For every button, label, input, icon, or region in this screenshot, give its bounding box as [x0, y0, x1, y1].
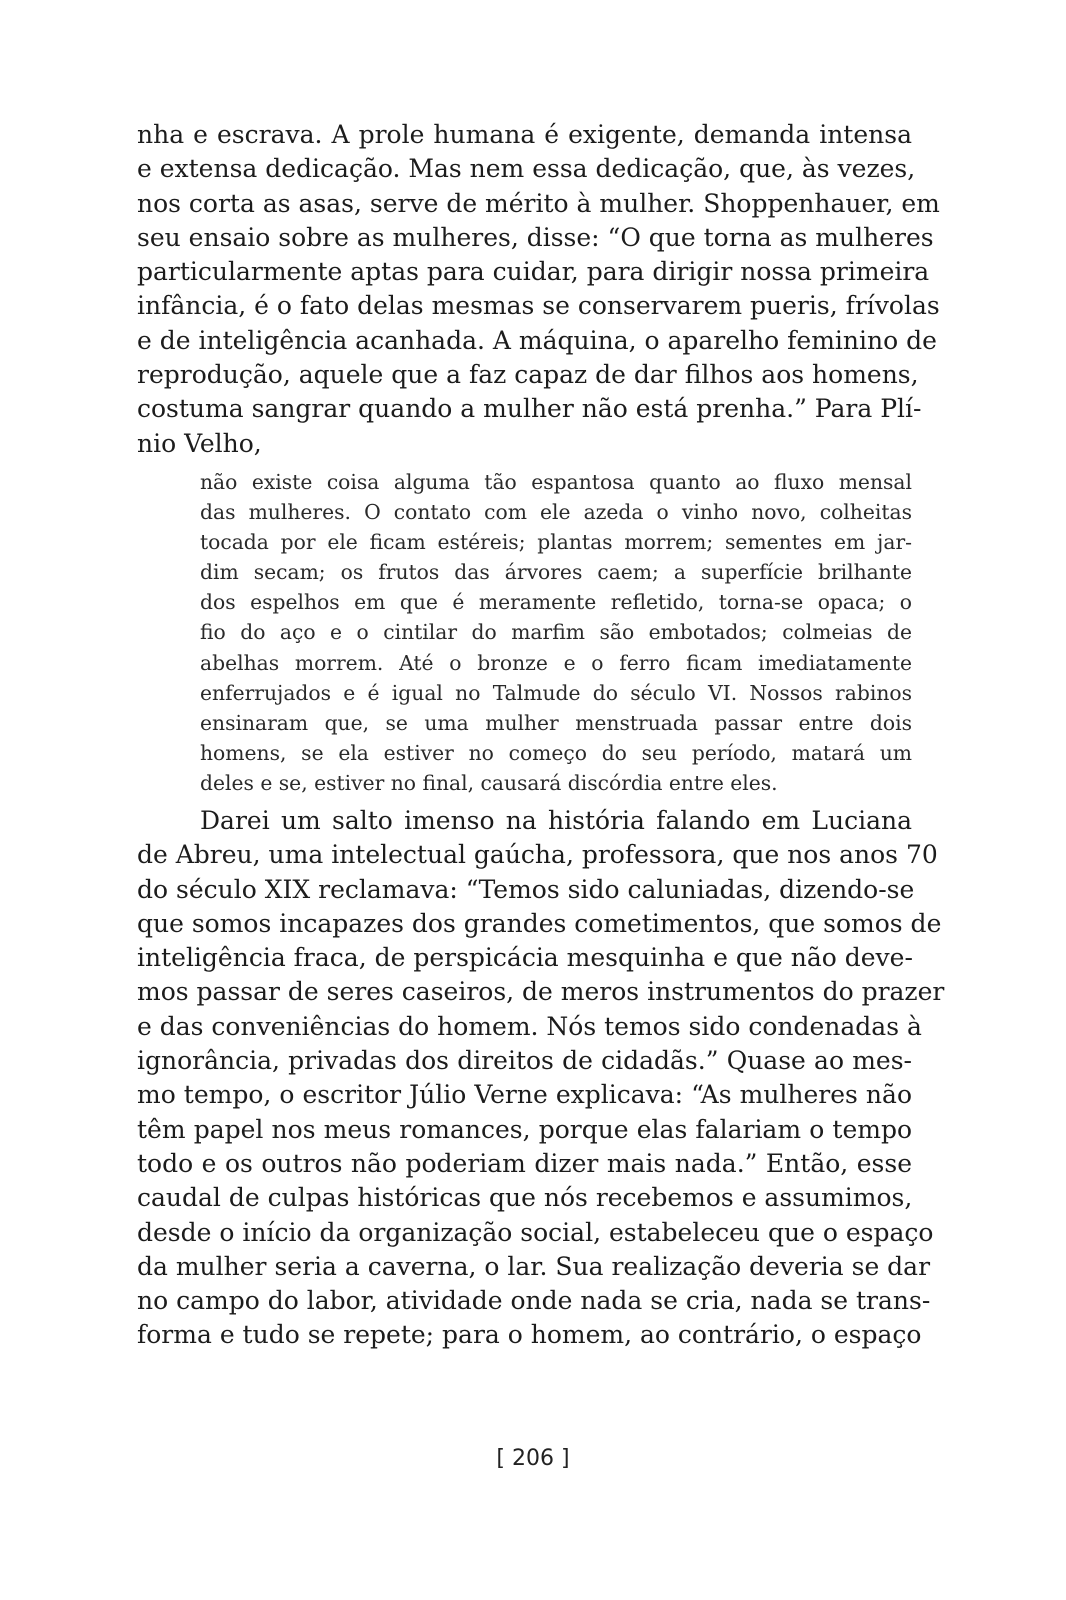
quote-line: tocada por ele ficam estéreis; plantas morrem; sementes em jar-: [200, 530, 912, 555]
paragraph-2: [137, 804, 945, 1353]
text-line: de Abreu, uma intelectual gaúcha, professora, que nos anos 70: [137, 840, 938, 870]
text-line: têm papel nos meus romances, porque elas falariam o tempo: [137, 1114, 912, 1144]
block-quote: [200, 467, 912, 798]
text-line: desde o início da organização social, estabeleceu que o espaço: [137, 1217, 934, 1247]
text-line: nha e escrava. A prole humana é exigente, demanda intensa: [137, 120, 912, 149]
quote-line: não existe coisa alguma tão espantosa quanto ao fluxo mensal: [200, 469, 912, 494]
text-line: infância, é o fato delas mesmas se conservarem pueris, frívolas: [137, 291, 940, 321]
text-line: particularmente aptas para cuidar, para dirigir nossa primeira: [137, 257, 930, 287]
text-line: inteligência fraca, de perspicácia mesquinha e que não deve-: [137, 943, 913, 973]
text-line: mos passar de seres caseiros, de meros instrumentos do prazer: [137, 977, 945, 1007]
text-line: do século XIX reclamava: “Temos sido caluniadas, dizendo-se: [137, 874, 915, 904]
text-line: caudal de culpas históricas que nós recebemos e assumimos,: [137, 1183, 913, 1213]
text-line: forma e tudo se repete; para o homem, ao contrário, o espaço: [137, 1320, 922, 1350]
text-line: costuma sangrar quando a mulher não está prenha.” Para Plí-: [137, 394, 922, 424]
quote-line: das mulheres. O contato com ele azeda o vinho novo, colheitas: [200, 500, 912, 525]
page-body: [137, 118, 945, 1353]
quote-line: dim secam; os frutos das árvores caem; a superfície brilhante: [200, 560, 912, 585]
text-line: nio Velho,: [137, 428, 262, 458]
quote-line: abelhas morrem. Até o bronze e o ferro ficam imediatamente: [200, 650, 912, 675]
quote-line: fio do aço e o cintilar do marfim são embotados; colmeias de: [200, 620, 912, 645]
text-line: mo tempo, o escritor Júlio Verne explicava: “As mulheres não: [137, 1080, 912, 1110]
text-line: ignorância, privadas dos direitos de cidadãs.” Quase ao mes-: [137, 1046, 912, 1076]
text-line: reprodução, aquele que a faz capaz de dar filhos aos homens,: [137, 360, 919, 390]
text-line: e de inteligência acanhada. A máquina, o aparelho feminino de: [137, 325, 937, 355]
text-line: seu ensaio sobre as mulheres, disse: “O que torna as mulheres: [137, 222, 934, 252]
page-number: [ 206 ]: [496, 1446, 570, 1471]
quote-line: ensinaram que, se uma mulher menstruada passar entre dois: [200, 710, 912, 735]
text-line: da mulher seria a caverna, o lar. Sua realização deveria se dar: [137, 1251, 931, 1281]
text-line: no campo do labor, atividade onde nada se cria, nada se trans-: [137, 1286, 931, 1316]
text-line: e extensa dedicação. Mas nem essa dedicação, que, às vezes,: [137, 154, 916, 184]
text-line: e das conveniências do homem. Nós temos sido condenadas à: [137, 1011, 922, 1041]
text-line: nos corta as asas, serve de mérito à mulher. Shoppenhauer, em: [137, 188, 940, 218]
text-line: Darei um salto imenso na história falando em Luciana: [200, 806, 912, 835]
quote-line: dos espelhos em que é meramente refletido, torna-se opaca; o: [200, 590, 912, 615]
text-line: que somos incapazes dos grandes cometimentos, que somos de: [137, 908, 942, 938]
quote-line: deles e se, estiver no final, causará discórdia entre eles.: [200, 770, 778, 795]
text-line: todo e os outros não poderiam dizer mais nada.” Então, esse: [137, 1148, 912, 1178]
quote-line: homens, se ela estiver no começo do seu período, matará um: [200, 740, 912, 765]
paragraph-1: [137, 118, 940, 461]
quote-line: enferrujados e é igual no Talmude do século VI. Nossos rabinos: [200, 680, 912, 705]
